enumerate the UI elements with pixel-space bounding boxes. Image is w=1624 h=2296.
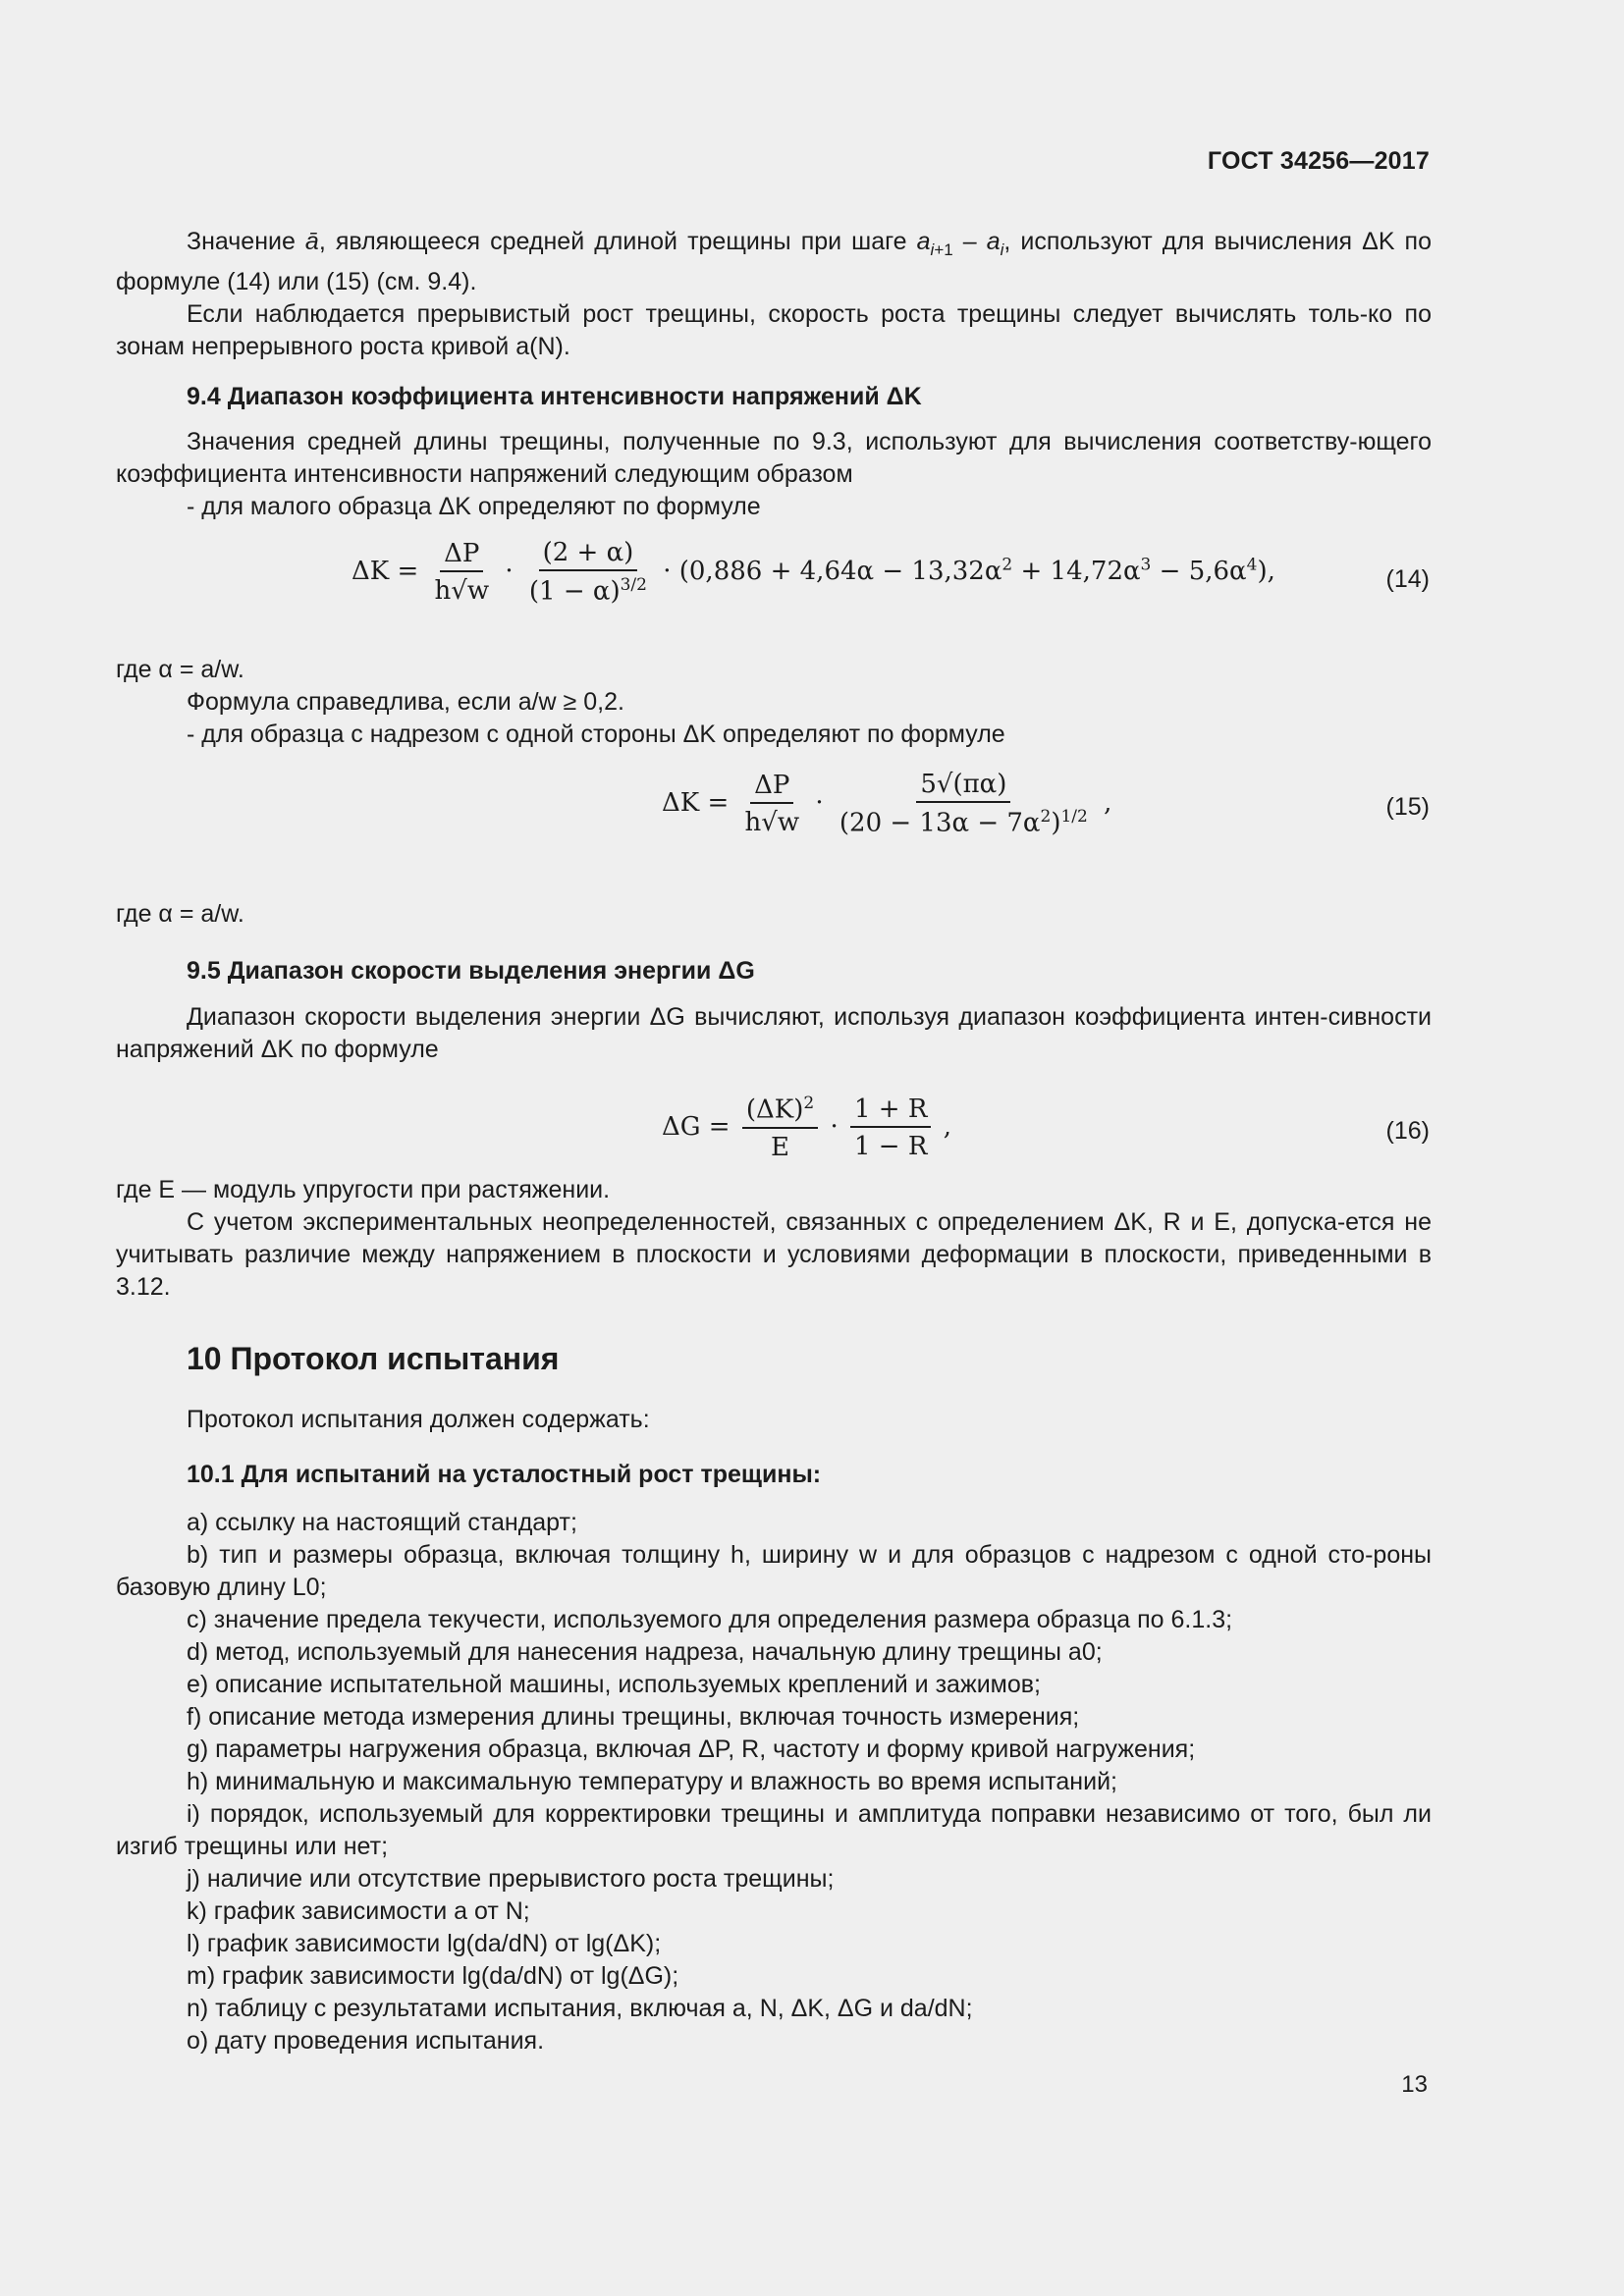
- section-9-3-text: [116, 226, 1432, 363]
- list-item: а) ссылку на настоящий стандарт;: [187, 1509, 577, 1536]
- list-item: e) описание испытательной машины, используемых креплений и зажимов;: [187, 1671, 1041, 1698]
- alpha-definition-1: где α = a/w.: [116, 656, 244, 683]
- formula-16-notes: [116, 1174, 1432, 1304]
- paragraph-energy-release: Диапазон скорости выделения энергии ΔG вычисляют, используя диапазон коэффициента интен-сивности напряжений ΔK по формуле: [116, 1003, 1432, 1063]
- paragraph-report-contents: Протокол испытания должен содержать:: [187, 1406, 650, 1433]
- formula-14-notes: [116, 654, 1432, 751]
- list-item: l) график зависимости lg(da/dN) от lg(ΔK);: [187, 1930, 662, 1957]
- paragraph-intermittent-growth: Если наблюдается прерывистый рост трещины, скорость роста трещины следует вычислять толь-ко по зонам непрерывного роста кривой a(N).: [116, 300, 1432, 360]
- list-item: h) минимальную и максимальную температуру и влажность во время испытаний;: [187, 1768, 1117, 1795]
- list-item: f) описание метода измерения длины трещины, включая точность измерения;: [187, 1703, 1080, 1731]
- list-item: n) таблицу с результатами испытания, включая a, N, ΔK, ΔG и da/dN;: [187, 1995, 973, 2022]
- list-item: c) значение предела текучести, используемого для определения размера образца по 6.1.3;: [187, 1606, 1233, 1633]
- paragraph-small-specimen: - для малого образца ΔK определяют по формуле: [187, 493, 761, 520]
- document-header: ГОСТ 34256—2017: [1207, 147, 1430, 175]
- section-9-4-text: [116, 426, 1432, 523]
- formula-15: ΔK = $\frac{\Delta P}{h√w}$ · $\frac{5√(\pi\alpha)}{(20 - 13\alpha - 7\alpha^2)^{1/2}}$ ,: [662, 770, 1112, 838]
- formula-15-notes: [116, 898, 1432, 931]
- paragraph-single-notch: - для образца с надрезом с одной стороны ΔK определяют по формуле: [187, 721, 1005, 748]
- list-item: i) порядок, используемый для корректировки трещины и амплитуда поправки независимо от того, был ли изгиб трещины или нет;: [116, 1800, 1432, 1860]
- section-heading-10-1: 10.1 Для испытаний на усталостный рост трещины:: [187, 1461, 822, 1488]
- list-item: b) тип и размеры образца, включая толщину h, ширину w и для образцов с надрезом с одной сто-роны базовую длину L0;: [116, 1541, 1432, 1601]
- paragraph-mean-length-usage: Значения средней длины трещины, полученные по 9.3, используют для вычисления соответству-ющего коэффициента интенсивности напряжений следующим образом: [116, 428, 1432, 488]
- formula-16: ΔG = $\frac{(\Delta K)^2}{E}$ · $\frac{1 + R}{1 - R}$ ,: [662, 1094, 951, 1162]
- formula-validity: Формула справедлива, если a/w ≥ 0,2.: [187, 688, 624, 716]
- list-item: j) наличие или отсутствие прерывистого роста трещины;: [187, 1865, 835, 1893]
- equation-number-15: (15): [1385, 793, 1430, 821]
- section-9-5-text: [116, 1001, 1432, 1066]
- list-item: o) дату проведения испытания.: [187, 2027, 545, 2055]
- equation-number-14: (14): [1385, 565, 1430, 593]
- page-number: 13: [1401, 2071, 1428, 2098]
- paragraph-uncertainties: С учетом экспериментальных неопределенностей, связанных с определением ΔK, R и E, допуска-ется не учитывать различие между напряжением в плоскости и условиями деформации в плоскости, приведенными в 3.12.: [116, 1208, 1432, 1301]
- equation-number-16: (16): [1385, 1117, 1430, 1145]
- modulus-definition: где E — модуль упругости при растяжении.: [116, 1176, 611, 1203]
- paragraph-mean-length: Значение ā, являющееся средней длиной трещины при шаге $a_{i+1} - a_i$, используют для вычисления ΔK по формуле (14) или (15) (см. 9.4).: [116, 228, 1433, 295]
- section-heading-10: 10 Протокол испытания: [187, 1341, 560, 1376]
- list-item: g) параметры нагружения образца, включая ΔP, R, частоту и форму кривой нагружения;: [187, 1735, 1196, 1763]
- list-item: m) график зависимости lg(da/dN) от lg(ΔG);: [187, 1962, 679, 1990]
- formula-14: ΔK = $\frac{\Delta P}{h√w}$ · $\frac{(2 + \alpha)}{(1 - \alpha)^{3/2}}$ · $(0,886 + 4,64\alpha - 13,32\alpha^2 + 14,72\alpha^3 - 5,6\alpha^4)$,: [352, 538, 1275, 607]
- list-item: d) метод, используемый для нанесения надреза, начальную длину трещины a0;: [187, 1638, 1103, 1666]
- section-heading-9-4: 9.4 Диапазон коэффициента интенсивности напряжений ΔK: [187, 383, 922, 410]
- section-10-intro: [116, 1404, 1432, 1436]
- alpha-definition-2: где α = a/w.: [116, 900, 244, 928]
- section-heading-9-5: 9.5 Диапазон скорости выделения энергии ΔG: [187, 957, 755, 985]
- list-item: k) график зависимости a от N;: [187, 1897, 530, 1925]
- report-items-list: [116, 1507, 1432, 2057]
